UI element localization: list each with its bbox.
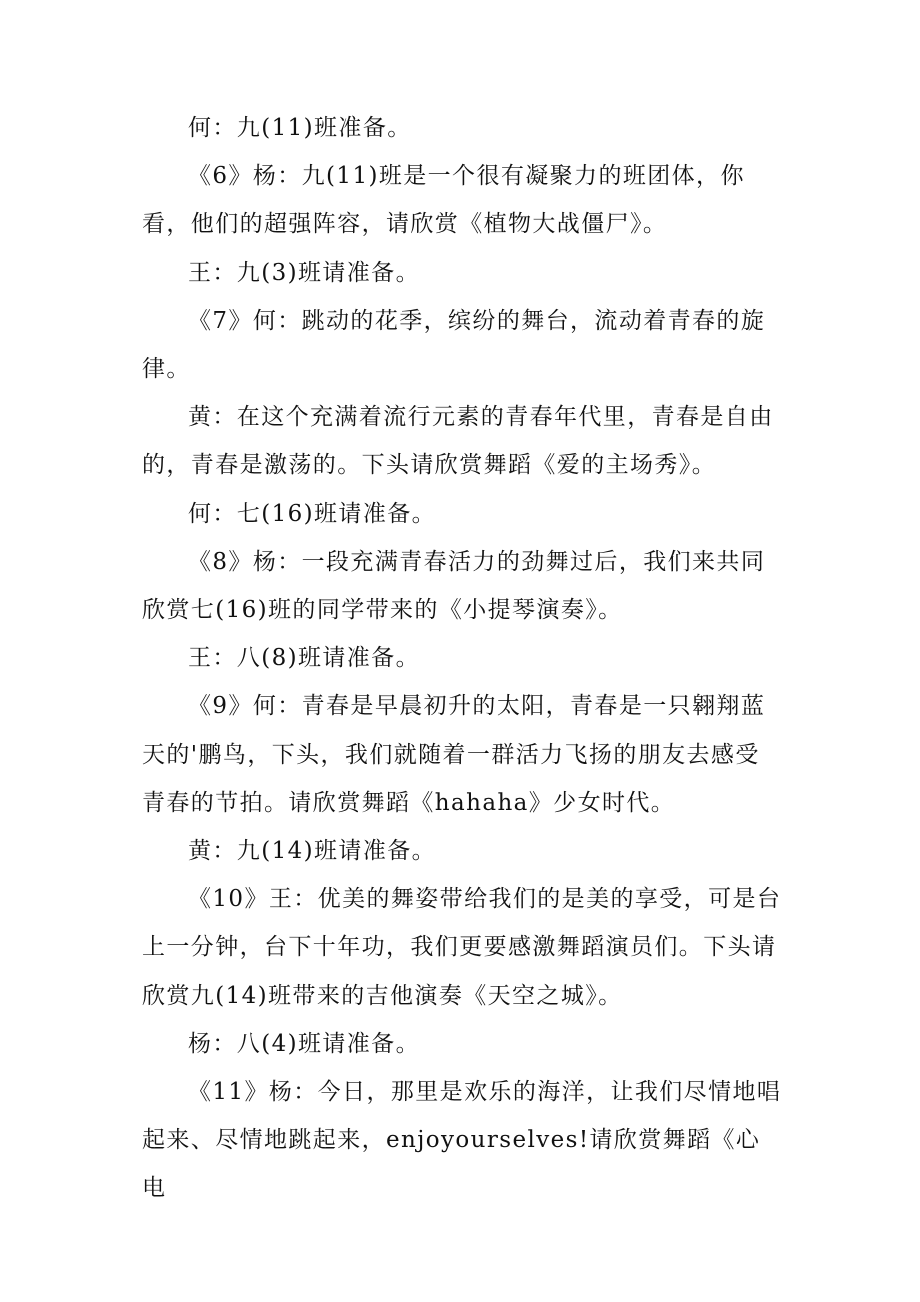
paragraph: 《8》杨：一段充满青春活力的劲舞过后，我们来共同欣赏七(16)班的同学带来的《小提琴演奏》。 bbox=[142, 548, 766, 624]
paragraph: 《9》何：青春是早晨初升的太阳，青春是一只翱翔蓝天的'鹏鸟，下头，我们就随着一群活力飞扬的朋友去感受青春的节拍。请欣赏舞蹈《hahaha》少女时代。 bbox=[142, 693, 766, 816]
paragraph: 《7》何：跳动的花季，缤纷的舞台，流动着青春的旋律。 bbox=[142, 307, 766, 383]
document-body bbox=[142, 104, 782, 1213]
paragraph: 《6》杨：九(11)班是一个很有凝聚力的班团体，你看，他们的超强阵容，请欣赏《植物大战僵尸》。 bbox=[142, 163, 745, 238]
paragraph: 杨：八(4)班请准备。 bbox=[188, 1030, 420, 1057]
paragraph: 王：八(8)班请准备。 bbox=[188, 645, 420, 672]
paragraph: 何：九(11)班准备。 bbox=[188, 115, 412, 141]
paragraph: 《11》杨：今日，那里是欢乐的海洋，让我们尽情地唱起来、尽情地跳起来，enjoyourselves!请欣赏舞蹈《心电 bbox=[142, 1079, 782, 1202]
paragraph: 何：七(16)班请准备。 bbox=[188, 500, 437, 527]
paragraph: 黄：九(14)班请准备。 bbox=[188, 838, 437, 865]
paragraph: 黄：在这个充满着流行元素的青春年代里，青春是自由的，青春是激荡的。下头请欣赏舞蹈《爱的主场秀》。 bbox=[142, 404, 774, 479]
paragraph: 王：九(3)班请准备。 bbox=[188, 259, 420, 286]
paragraph: 《10》王：优美的舞姿带给我们的是美的享受，可是台上一分钟，台下十年功，我们更要感激舞蹈演员们。下头请欣赏九(14)班带来的吉他演奏《天空之城》。 bbox=[142, 886, 782, 1009]
